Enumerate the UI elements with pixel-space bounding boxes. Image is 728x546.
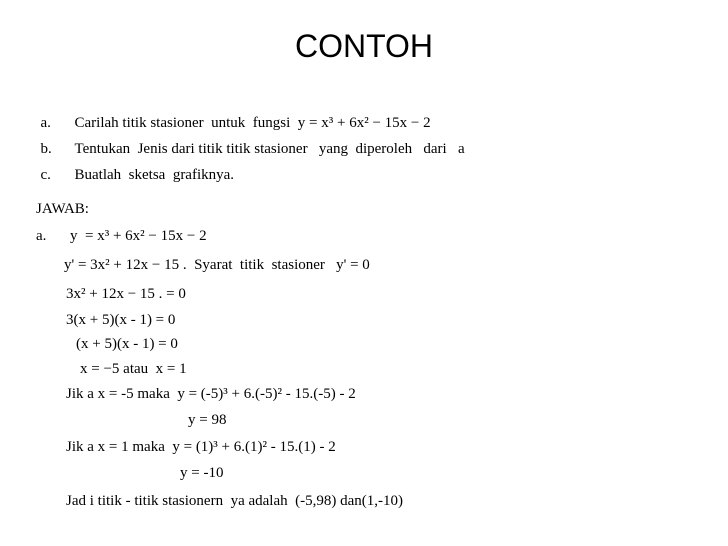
step-3: 3x² + 12x − 15 . = 0: [66, 286, 186, 302]
question-b-tag: b.: [40, 141, 52, 157]
question-a-tag: a.: [40, 115, 51, 131]
step-2: y' = 3x² + 12x − 15 . Syarat titik stasioner y' = 0: [64, 257, 370, 273]
step-5: (x + 5)(x - 1) = 0: [76, 336, 178, 352]
slide-title: CONTOH: [294, 28, 434, 64]
question-a-text: Carilah titik stasioner untuk fungsi y = x³ + 6x² − 15x − 2: [74, 115, 431, 131]
step-7: Jik a x = -5 maka y = (-5)³ + 6.(-5)² - 15.(-5) - 2: [66, 386, 356, 402]
question-b-text: Tentukan Jenis dari titik titik stasioner yang diperoleh dari a: [74, 141, 465, 157]
step-10: y = -10: [180, 465, 224, 481]
step-9: Jik a x = 1 maka y = (1)³ + 6.(1)² - 15.(1) - 2: [66, 439, 336, 455]
question-c-text: Buatlah sketsa grafiknya.: [74, 167, 235, 183]
step-6: x = −5 atau x = 1: [80, 361, 187, 377]
step-8: y = 98: [188, 412, 227, 428]
question-c-tag: c.: [40, 167, 51, 183]
step-4: 3(x + 5)(x - 1) = 0: [66, 312, 176, 328]
question-c: [33, 148, 234, 184]
step-11: Jad i titik - titik stasionern ya adalah (-5,98) dan(1,-10): [66, 493, 403, 509]
answer-label: JAWAB:: [36, 201, 89, 217]
step-1: y = x³ + 6x² − 15x − 2: [70, 228, 207, 244]
answer-part-tag: a.: [36, 228, 47, 244]
